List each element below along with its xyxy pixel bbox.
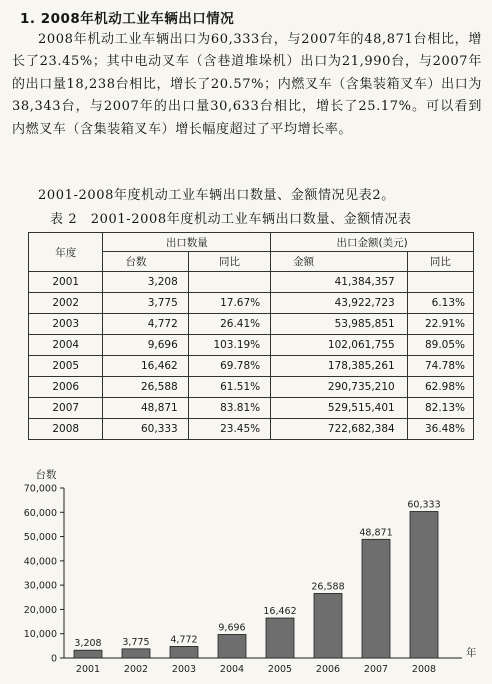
cell-units-yoy: 26.41% <box>188 314 270 335</box>
cell-units: 4,772 <box>103 314 188 335</box>
bar <box>170 646 198 658</box>
cell-amount-yoy: 89.05% <box>407 335 473 356</box>
subheader-units-yoy: 同比 <box>188 252 270 272</box>
bar <box>218 634 246 658</box>
bar <box>410 511 438 658</box>
table-row <box>29 377 474 398</box>
table-row <box>29 419 474 440</box>
subheader-units: 台数 <box>103 252 188 272</box>
x-tick-label: 2004 <box>219 664 245 675</box>
table-row <box>29 272 474 293</box>
cell-amount-yoy: 82.13% <box>407 398 473 419</box>
cell-units: 26,588 <box>103 377 188 398</box>
bar-value-label: 60,333 <box>407 499 441 511</box>
y-tick-label: 0 <box>50 653 57 665</box>
bar-value-label: 4,772 <box>170 634 198 646</box>
cell-amount-yoy: 22.91% <box>407 314 473 335</box>
cell-amount: 529,515,401 <box>271 398 408 419</box>
bar-value-label: 3,208 <box>74 638 102 650</box>
header-amount: 出口金额(美元) <box>271 233 474 252</box>
cell-units: 48,871 <box>103 398 188 419</box>
table-row <box>29 314 474 335</box>
y-tick-label: 60,000 <box>23 507 57 519</box>
x-tick-label: 2002 <box>123 664 149 675</box>
table-row <box>29 398 474 419</box>
cell-year: 2005 <box>29 356 103 377</box>
cell-year: 2006 <box>29 377 103 398</box>
cell-amount-yoy: 36.48% <box>407 419 473 440</box>
y-tick-label: 20,000 <box>23 604 57 616</box>
subheader-amount: 金额 <box>271 252 408 272</box>
y-tick-label: 70,000 <box>23 483 57 495</box>
y-tick-label: 30,000 <box>23 580 57 592</box>
y-tick-label: 40,000 <box>23 556 57 568</box>
cell-units-yoy: 83.81% <box>188 398 270 419</box>
bar-value-label: 9,696 <box>218 622 246 634</box>
table-row <box>29 293 474 314</box>
cell-amount: 722,682,384 <box>271 419 408 440</box>
body-paragraph: 2008年机动工业车辆出口为60,333台，与2007年的48,871台相比，增长了23.45%；其中电动叉车（含巷道堆垛机）出口为21,990台，与2007年的出口量18,238台相比，增长了20.57%；内燃叉车（含集装箱叉车）出口为38,343台，与2007年的出口量30,633台相比，增长了25.17%。可以看到内燃叉车（含集装箱叉车）增长幅度超过了平均增长率。 <box>12 32 482 137</box>
x-tick-label: 2008 <box>411 664 437 675</box>
export-units-bar-chart <box>0 458 492 680</box>
cell-units: 3,208 <box>103 272 188 293</box>
x-tick-label: 2006 <box>315 664 341 675</box>
cell-year: 2002 <box>29 293 103 314</box>
x-tick-label: 2007 <box>363 664 389 675</box>
cell-amount: 290,735,210 <box>271 377 408 398</box>
section-heading: 1. 2008年机动工业车辆出口情况 <box>20 11 235 27</box>
bar <box>362 539 390 658</box>
subheader-amount-yoy: 同比 <box>407 252 473 272</box>
bar-value-label: 26,588 <box>311 581 345 593</box>
bar <box>314 593 342 658</box>
cell-units-yoy <box>188 272 270 293</box>
bar <box>266 618 294 658</box>
cell-amount: 43,922,723 <box>271 293 408 314</box>
cell-year: 2001 <box>29 272 103 293</box>
bar <box>74 650 102 658</box>
cell-units: 60,333 <box>103 419 188 440</box>
header-quantity: 出口数量 <box>103 233 271 252</box>
header-year: 年度 <box>29 233 103 272</box>
cell-units-yoy: 17.67% <box>188 293 270 314</box>
cell-amount: 178,385,261 <box>271 356 408 377</box>
bar <box>122 649 150 658</box>
cell-units-yoy: 69.78% <box>188 356 270 377</box>
export-table <box>28 232 474 440</box>
cell-amount-yoy: 6.13% <box>407 293 473 314</box>
cell-units-yoy: 23.45% <box>188 419 270 440</box>
cell-units: 16,462 <box>103 356 188 377</box>
x-tick-label: 2005 <box>267 664 293 675</box>
table-row <box>29 335 474 356</box>
cell-units-yoy: 103.19% <box>188 335 270 356</box>
y-tick-label: 50,000 <box>23 532 57 544</box>
cell-year: 2008 <box>29 419 103 440</box>
cell-units: 3,775 <box>103 293 188 314</box>
y-tick-label: 10,000 <box>23 629 57 641</box>
x-tick-label: 2001 <box>75 664 101 675</box>
bar-value-label: 16,462 <box>263 606 297 618</box>
x-tick-label: 2003 <box>171 664 197 675</box>
cell-amount-yoy: 62.98% <box>407 377 473 398</box>
cell-year: 2004 <box>29 335 103 356</box>
cell-amount-yoy: 74.78% <box>407 356 473 377</box>
x-axis-label: 年 <box>466 647 477 659</box>
cell-amount: 102,061,755 <box>271 335 408 356</box>
cell-year: 2003 <box>29 314 103 335</box>
y-axis-label: 台数 <box>35 469 57 481</box>
cell-units-yoy: 61.51% <box>188 377 270 398</box>
cell-units: 9,696 <box>103 335 188 356</box>
table-reference-text: 2001-2008年度机动工业车辆出口数量、金额情况见表2。 <box>38 188 395 203</box>
table-row <box>29 356 474 377</box>
cell-year: 2007 <box>29 398 103 419</box>
bar-value-label: 48,871 <box>359 527 393 539</box>
cell-amount: 53,985,851 <box>271 314 408 335</box>
bar-value-label: 3,775 <box>122 636 150 648</box>
table-caption: 表 2 2001-2008年度机动工业车辆出口数量、金额情况表 <box>50 212 412 227</box>
cell-amount-yoy <box>407 272 473 293</box>
cell-amount: 41,384,357 <box>271 272 408 293</box>
